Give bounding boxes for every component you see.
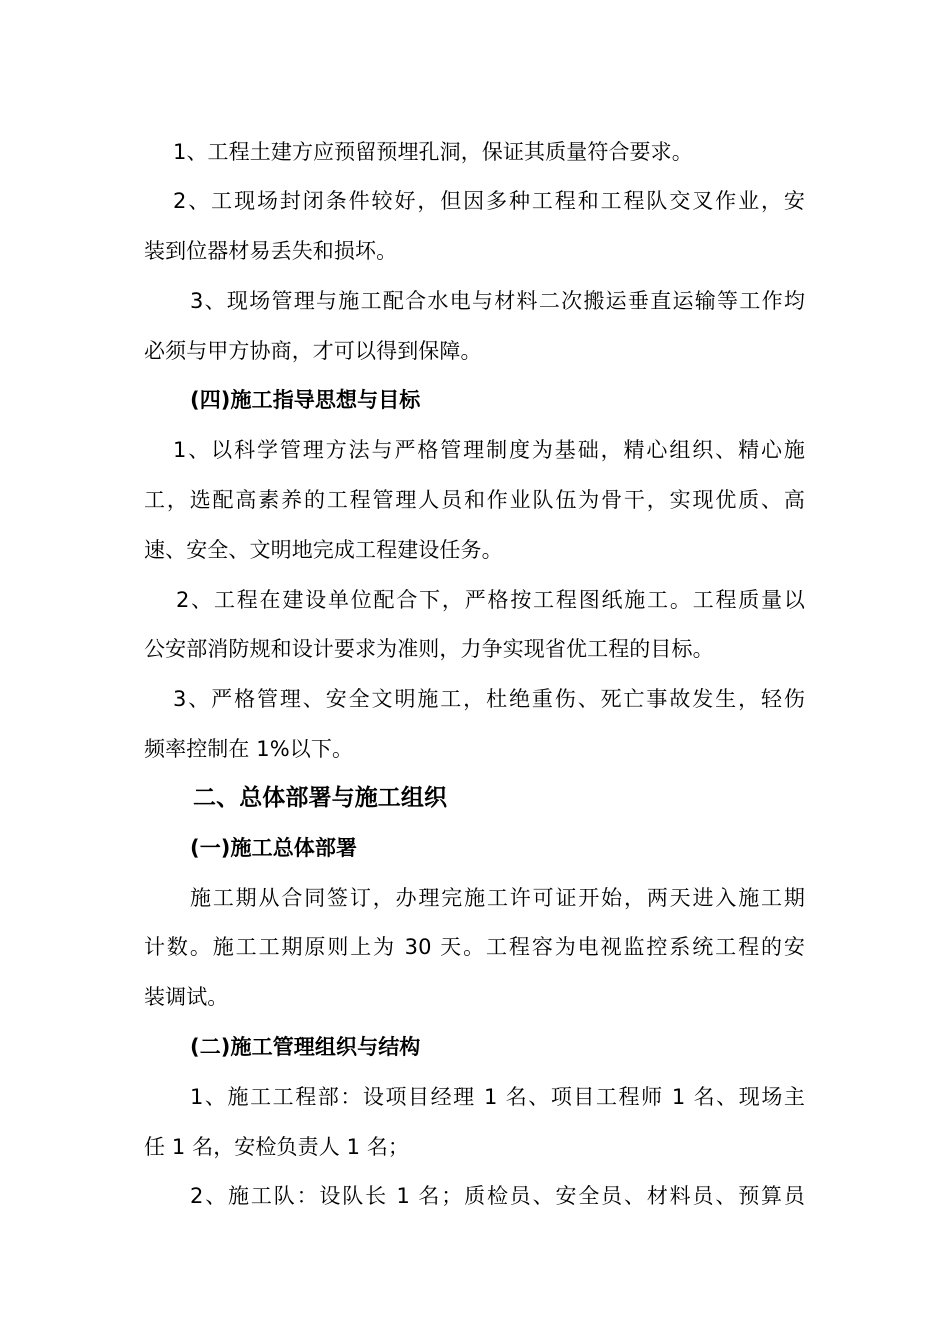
paragraph-line: 2、施工队：设队长 1 名；质检员、安全员、材料员、预算员 <box>190 1184 805 1208</box>
paragraph-line: 施工期从合同签订，办理完施工许可证开始，两天进入施工期 <box>190 886 805 910</box>
paragraph-line: 1、施工工程部：设项目经理 1 名、项目工程师 1 名、现场主 <box>190 1085 805 1109</box>
paragraph-line: 3、现场管理与施工配合水电与材料二次搬运垂直运输等工作均 <box>190 289 805 313</box>
paragraph-line: 频率控制在 1%以下。 <box>144 737 354 761</box>
paragraph-line: 工，选配高素养的工程管理人员和作业队伍为骨干，实现优质、高 <box>144 488 805 512</box>
paragraph-line: 计数。施工工期原则上为 30 天。工程容为电视监控系统工程的安 <box>144 935 805 959</box>
paragraph-line: 必须与甲方协商，才可以得到保障。 <box>144 339 482 363</box>
paragraph-line: 1、工程土建方应预留预埋孔洞，保证其质量符合要求。 <box>173 140 693 164</box>
paragraph-line: 速、安全、文明地完成工程建设任务。 <box>144 538 503 562</box>
paragraph-line: 装到位器材易丢失和损坏。 <box>144 239 398 263</box>
paragraph-line: 1、以科学管理方法与严格管理制度为基础，精心组织、精心施 <box>173 438 805 462</box>
paragraph-line: 3、严格管理、安全文明施工，杜绝重伤、死亡事故发生，轻伤 <box>173 687 805 711</box>
paragraph-line: 任 1 名，安检负责人 1 名； <box>144 1135 410 1159</box>
section-heading: (四)施工指导思想与目标 <box>190 388 421 412</box>
paragraph-line: 2、工现场封闭条件较好，但因多种工程和工程队交叉作业，安 <box>173 189 805 213</box>
section-heading: (二)施工管理组织与结构 <box>190 1035 421 1059</box>
chapter-heading: 二、总体部署与施工组织 <box>193 785 448 811</box>
paragraph-line: 2、工程在建设单位配合下，严格按工程图纸施工。工程质量以 <box>176 588 805 612</box>
section-heading: (一)施工总体部署 <box>190 836 358 860</box>
paragraph-line: 装调试。 <box>144 985 229 1009</box>
paragraph-line: 公安部消防规和设计要求为准则，力争实现省优工程的目标。 <box>144 637 714 661</box>
